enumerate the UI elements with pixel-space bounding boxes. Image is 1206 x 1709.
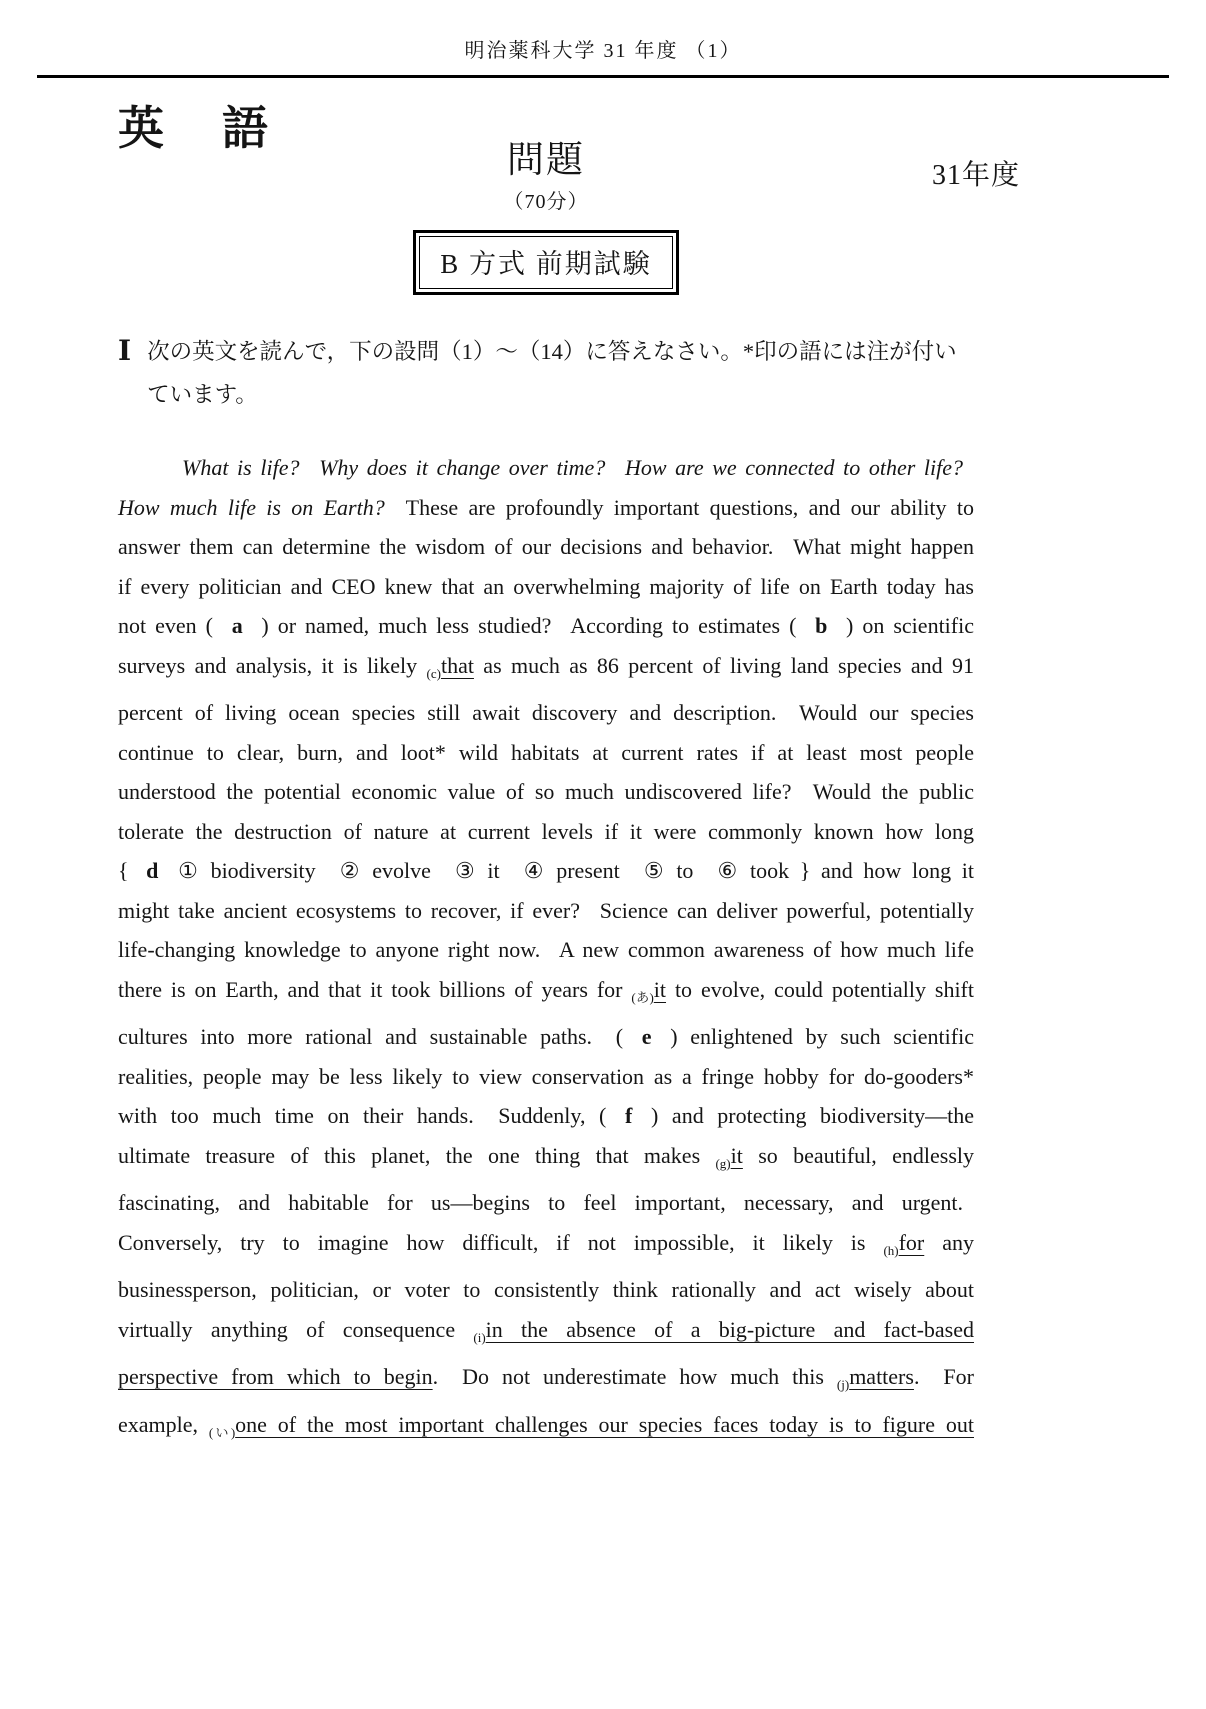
item-marker: (あ)	[631, 989, 654, 1005]
item-marker: (h)	[883, 1242, 899, 1258]
underlined-phrase: that	[440, 652, 474, 678]
passage-text: These are profoundly important questions, and our ability to answer them can determine the wisdom of our decisions and behavior. What might happen if every politician and CEO knew that an overwhelming majority of life on Earth today has not even	[118, 494, 974, 639]
passage-text: any businessperson, politician, or voter to consistently think rationally and act wisely about virtually anything of consequence	[118, 1229, 974, 1342]
passage-text: so beautiful, endlessly fascinating, and habitable for us—begins to feel important, necessary, and urgent. Conversely, try to imagine how difficult, if not impossible, it likely is	[118, 1142, 975, 1255]
passage-body	[118, 448, 974, 1452]
item-marker: (c)	[426, 665, 441, 681]
answer-gap-a: ( a )	[205, 613, 269, 639]
item-marker: (g)	[715, 1155, 731, 1171]
passage-text: ① biodiversity ② evolve ③ it ④ present ⑤ to ⑥ took } and how long it might take ancient ecosystems to recover, if ever? Science can deliver powerful, potentially life-changing knowledge to anyone right now. A new common awareness of how much life there is on Earth, and that it took billions of years for	[118, 858, 974, 1002]
exam-title-row	[118, 139, 1020, 214]
duration-label: （70分）	[503, 190, 589, 213]
gap-letter: a	[231, 613, 243, 639]
section-numeral: Ⅰ	[118, 335, 132, 367]
underlined-phrase: it	[653, 976, 667, 1002]
gap-letter: e	[641, 1024, 652, 1050]
answer-gap-f: ( f )	[599, 1103, 659, 1129]
passage-text: as much as 86 percent of living land species and 91 percent of living ocean species still await discovery and description. Would our species continue to clear, burn, and loot* wild habitats at current rates if at least most people understood the potential economic value of so much undiscovered life? Would the public tolerate the destruction of nature at current levels if it were commonly known how long {	[118, 652, 974, 884]
section-instructions: 次の英文を読んで，下の設問（1）～（14）に答えなさい。*印の語には注が付いています。	[147, 338, 957, 407]
item-marker: (い)	[208, 1424, 236, 1440]
answer-gap-b: ( b )	[789, 613, 854, 639]
year-label: 31年度	[931, 159, 1020, 191]
passage-text: to evolve, could potentially shift cultures into more rational and sustainable paths.	[118, 976, 974, 1050]
item-marker: (j)	[836, 1377, 850, 1393]
page-content	[118, 103, 1020, 1452]
passage-text: . Do not underestimate how much this	[432, 1364, 837, 1390]
section-instructions-row	[118, 331, 974, 417]
passage-text: on scientific surveys and analysis, it is likely	[118, 613, 974, 678]
gap-letter: f	[625, 1103, 633, 1129]
exam-type-box	[413, 230, 679, 295]
underlined-phrase: in the absence of a big-picture and fact-based perspective from which to begin	[118, 1316, 974, 1390]
underlined-phrase: matters	[849, 1364, 914, 1390]
gap-letter: b	[815, 613, 828, 639]
exam-type-label: B 方式 前期試験	[419, 236, 673, 289]
underlined-phrase: one of the most important challenges our species faces today is to figure out	[235, 1411, 974, 1437]
passage-italic-text: What is life? Why does it change over time? How are we connected to other life? How much life is on Earth?	[118, 455, 974, 520]
subject-title: 英 語	[118, 103, 274, 154]
header-rule	[37, 75, 1169, 78]
running-header: 明治薬科大学 31 年度 （1）	[464, 40, 742, 62]
mondai-title: 問題	[507, 139, 585, 181]
underlined-phrase: for	[898, 1229, 925, 1255]
passage-text: and protecting biodiversity—the ultimate treasure of this planet, the one thing that makes	[118, 1103, 974, 1168]
choice-letter-d: d	[146, 858, 159, 884]
passage-text: enlightened by such scientific realities, people may be less likely to view conservation as a fringe hobby for do-gooders* with too much time on their hands. Suddenly,	[118, 1024, 974, 1129]
passage-text: . For example,	[118, 1364, 974, 1437]
passage-text: or named, much less studied? According to estimates	[268, 613, 790, 639]
answer-gap-e: ( e )	[615, 1024, 678, 1050]
item-marker: (i)	[473, 1329, 486, 1345]
underlined-phrase: it	[730, 1142, 743, 1168]
